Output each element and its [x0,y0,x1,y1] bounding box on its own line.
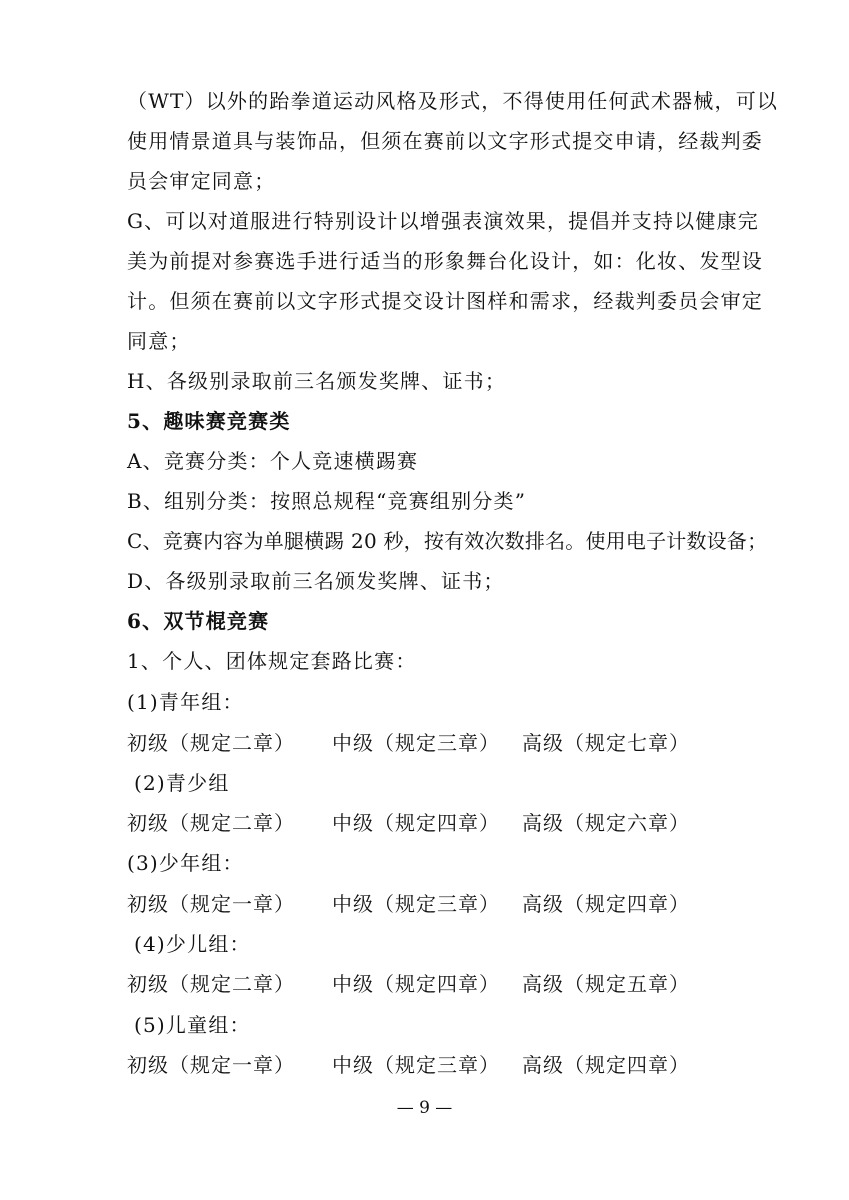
section-5-item: C、竞赛内容为单腿横踢 20 秒，按有效次数排名。使用电子计数设备； [127,529,768,553]
group-name: (4)少儿组： [134,932,251,956]
paragraph-line: （WT）以外的跆拳道运动风格及形式，不得使用任何武术器械，可以 [127,89,779,113]
level-cell: 高级（规定六章） [522,811,690,835]
level-cell: 初级（规定二章） [127,811,295,835]
group-name: (3)少年组： [127,851,244,875]
level-cell: 中级（规定三章） [332,1053,500,1077]
level-cell: 中级（规定四章） [332,972,500,996]
paragraph-line: 美为前提对参赛选手进行适当的形象舞台化设计，如：化妆、发型设 [127,249,763,273]
paragraph-line: 同意； [127,329,191,353]
section-5-item: D、各级别录取前三名颁发奖牌、证书； [127,569,505,593]
section-5-item: A、竞赛分类：个人竞速横踢赛 [127,449,419,473]
level-cell: 初级（规定一章） [127,1053,295,1077]
level-cell: 高级（规定七章） [522,731,690,755]
level-cell: 高级（规定四章） [522,1053,690,1077]
group-name: (1)青年组： [127,690,244,714]
group-name: (2)青少组 [134,771,230,795]
section-5-heading: 5、趣味赛竞赛类 [127,409,291,433]
level-cell: 中级（规定三章） [332,731,500,755]
level-cell: 中级（规定四章） [332,811,500,835]
paragraph-line: 计。但须在赛前以文字形式提交设计图样和需求，经裁判委员会审定 [127,289,763,313]
group-name: (5)儿童组： [134,1013,251,1037]
page-number: — 9 — [396,1098,453,1118]
level-cell: 初级（规定二章） [127,972,295,996]
level-cell: 初级（规定一章） [127,892,295,916]
paragraph-line: 员会审定同意； [127,169,276,193]
section-6-heading: 6、双节棍竞赛 [127,609,270,633]
level-cell: 高级（规定五章） [522,972,690,996]
section-6-subheading: 1、个人、团体规定套路比赛： [127,649,417,673]
level-cell: 初级（规定二章） [127,731,295,755]
paragraph-line: H、各级别录取前三名颁发奖牌、证书； [127,369,507,393]
level-cell: 中级（规定三章） [332,892,500,916]
level-cell: 高级（规定四章） [522,892,690,916]
section-5-item: B、组别分类：按照总规程“竞赛组别分类” [127,489,527,513]
paragraph-line: 使用情景道具与装饰品，但须在赛前以文字形式提交申请，经裁判委 [127,129,763,153]
paragraph-line: G、可以对道服进行特别设计以增强表演效果，提倡并支持以健康完 [127,209,759,233]
